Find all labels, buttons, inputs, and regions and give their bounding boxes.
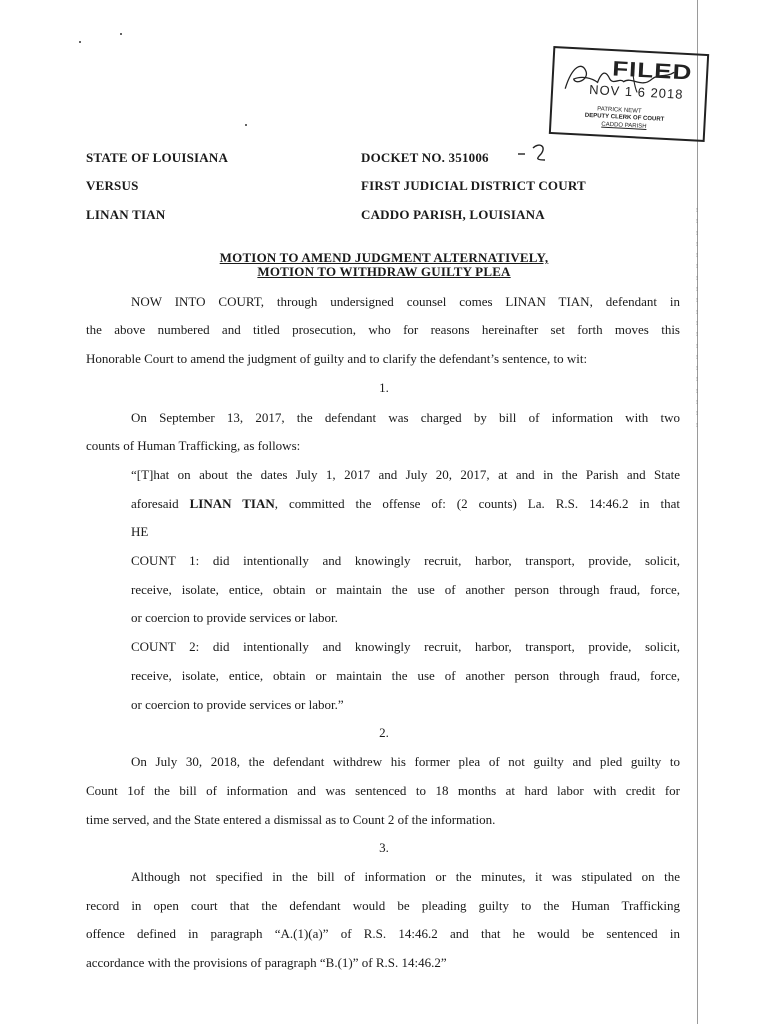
quote-defendant-name: LINAN TIAN (189, 496, 275, 511)
stamp-clerk-name: PATRICK NEWT (596, 106, 642, 115)
para2-line: On July 30, 2018, the defendant withdrew his former plea of not guilty and pled guilty to (131, 754, 680, 769)
para3-line: accordance with the provisions of paragraph “B.(1)” of R.S. 14:46.2” (86, 955, 447, 970)
quote-line: HE (131, 524, 149, 539)
para3-line: Although not specified in the bill of information or the minutes, it was stipulated on the (131, 869, 680, 884)
para3-line: offence defined in paragraph “A.(1)(a)” of R.S. 14:46.2 and that he would be sentenced in (86, 926, 680, 941)
motion-title-line1: MOTION TO AMEND JUDGMENT ALTERNATIVELY, (219, 250, 549, 265)
count2-line: or coercion to provide services or labor.” (131, 697, 344, 712)
para2-line: time served, and the State entered a dismissal as to Count 2 of the information. (86, 812, 496, 827)
paragraph-number: 2. (379, 725, 389, 740)
scan-speck (120, 33, 122, 35)
stamp-title: FILED (611, 56, 693, 85)
scan-edge-marks: ⁝ ⁝ ⁝ ⁝ ⁝ ⁝ ⁝ ⁝ ⁝ ⁝ ⁝ ⁝ ⁝ ⁝ ⁝ ⁝ ⁝ ⁝ ⁝ ⁝ (696, 207, 698, 429)
count2-line: COUNT 2: did intentionally and knowingly recruit, harbor, transport, provide, solicit, (131, 639, 680, 654)
count1-line: COUNT 1: did intentionally and knowingly recruit, harbor, transport, provide, solicit, (131, 553, 680, 568)
count2-line: receive, isolate, entice, obtain or maintain the use of another person through fraud, force, (131, 668, 680, 683)
caption-docket: DOCKET NO. 351006 (361, 150, 489, 165)
para3-line: record in open court that the defendant would be pleading guilty to the Human Trafficking (86, 898, 680, 913)
quote-line (131, 496, 680, 512)
scan-speck (245, 124, 247, 126)
para2-line: Count 1of the bill of information and was sentenced to 18 months at hard labor with credit for (86, 783, 680, 798)
count1-line: or coercion to provide services or labor. (131, 610, 338, 625)
caption-parish: CADDO PARISH, LOUISIANA (361, 207, 545, 222)
stamp-parish: CADDO PARISH (601, 121, 647, 130)
intro-line: NOW INTO COURT, through undersigned counsel comes LINAN TIAN, defendant in (131, 294, 680, 309)
caption-court: FIRST JUDICIAL DISTRICT COURT (361, 178, 586, 193)
paragraph-number: 3. (379, 840, 389, 855)
caption-state: STATE OF LOUISIANA (86, 150, 229, 165)
intro-line: the above numbered and titled prosecution, who for reasons hereinafter set forth moves this (86, 322, 680, 337)
docket-handwritten-mark (515, 142, 555, 164)
stamp-date: NOV 1 6 2018 (588, 81, 684, 102)
filed-stamp (549, 46, 709, 142)
quote-text: aforesaid (131, 496, 190, 511)
scan-edge-line (697, 0, 698, 1024)
count1-line: receive, isolate, entice, obtain or maintain the use of another person through fraud, force, (131, 582, 680, 597)
para1-line: On September 13, 2017, the defendant was charged by bill of information with two (131, 410, 680, 425)
caption-defendant: LINAN TIAN (86, 207, 166, 222)
caption-versus: VERSUS (86, 178, 139, 193)
quote-text: , committed the offense of: (2 counts) La. R.S. 14:46.2 in that (274, 496, 681, 511)
stamp-clerk-title: DEPUTY CLERK OF COURT (584, 112, 665, 123)
scan-speck (79, 41, 81, 43)
intro-line: Honorable Court to amend the judgment of guilty and to clarify the defendant’s sentence, to wit: (86, 351, 588, 366)
quote-line: “[T]hat on about the dates July 1, 2017 and July 20, 2017, at and in the Parish and State (131, 467, 680, 482)
paragraph-number: 1. (379, 380, 389, 395)
para1-line: counts of Human Trafficking, as follows: (86, 438, 301, 453)
motion-title-line2: MOTION TO WITHDRAW GUILTY PLEA (257, 264, 511, 279)
